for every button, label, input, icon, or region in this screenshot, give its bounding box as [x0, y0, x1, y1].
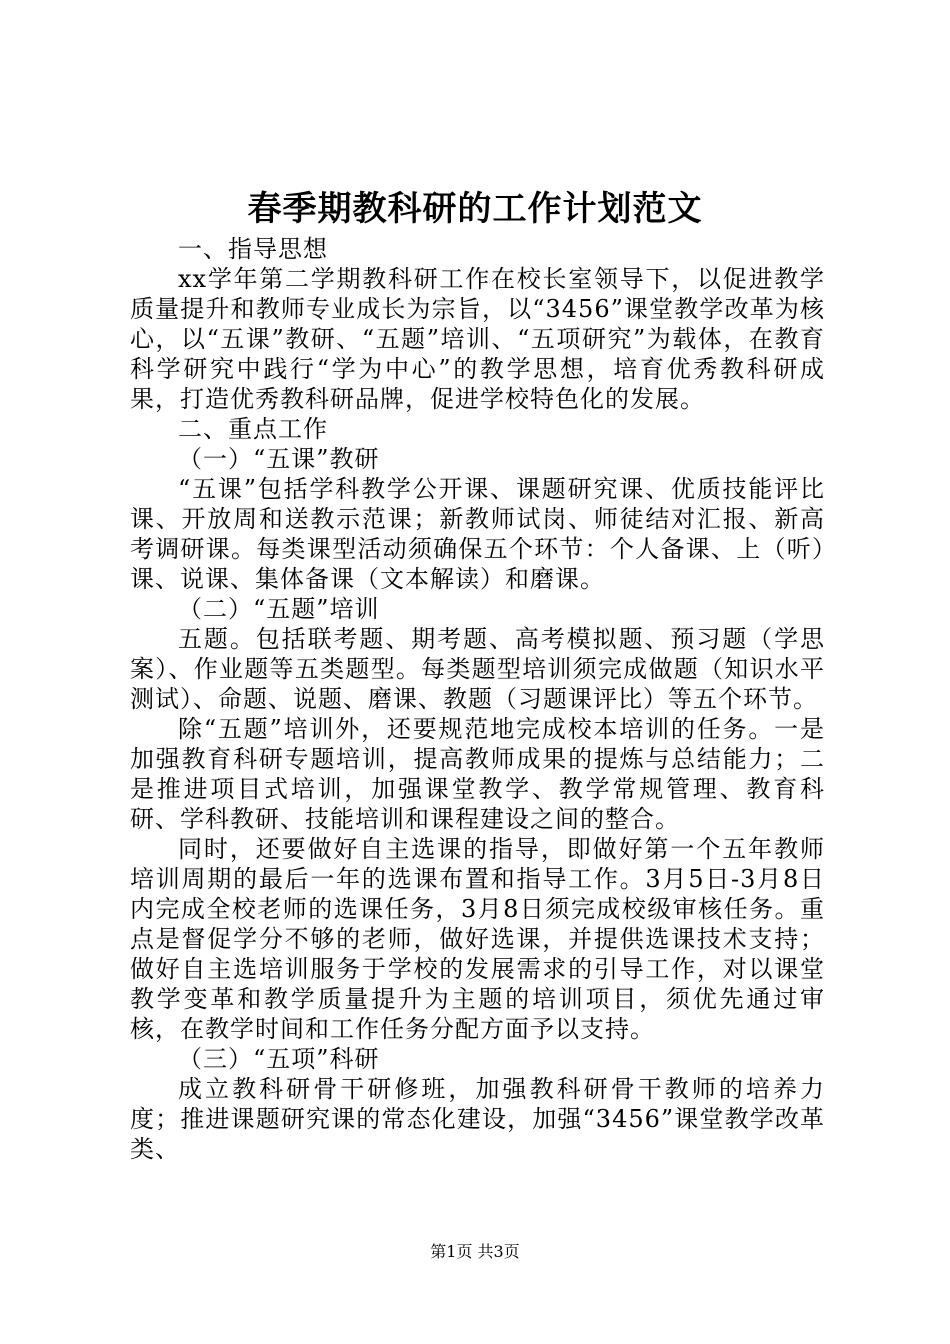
paragraph-five-lessons: “五课”包括学科教学公开课、课题研究课、优质技能评比课、开放周和送教示范课；新教师试岗、师徒结对汇报、新高考调研课。每类课型活动须确保五个环节：个人备课、上（听）课、说课、集体备课（文本解读）和磨课。 [130, 475, 825, 593]
subheading-five-lessons: （一）“五课”教研 [178, 445, 380, 473]
section-heading-guiding-thought: 一、指导思想 [178, 235, 328, 263]
subheading-five-questions: （二）“五题”培训 [178, 595, 380, 623]
page-footer: 第1页 共3页 [430, 1242, 520, 1261]
paragraph-five-research: 成立教科研骨干研修班，加强教科研骨干教师的培养力度；推进课题研究课的常态化建设，加强“3456”课堂教学改革类、 [130, 1075, 825, 1163]
paragraph-course-selection: 同时，还要做好自主选课的指导，即做好第一个五年教师培训周期的最后一年的选课布置和指导工作。3月5日-3月8日内完成全校老师的选课任务，3月8日须完成校级审核任务。重点是督促学分不够的老师，做好选课，并提供选课技术支持；做好自主选培训服务于学校的发展需求的引导工作，对以课堂教学变革和教学质量提升为主题的培训项目，须优先通过审核，在教学时间和工作任务分配方面予以支持。 [130, 835, 825, 1043]
section-heading-key-work: 二、重点工作 [178, 415, 328, 443]
paragraph-five-questions: 五题。包括联考题、期考题、高考模拟题、预习题（学思案）、作业题等五类题型。每类题型培训须完成做题（知识水平测试）、命题、说题、磨课、教题（习题课评比）等五个环节。 [130, 625, 825, 713]
paragraph-school-training: 除“五题”培训外，还要规范地完成校本培训的任务。一是加强教育科研专题培训，提高教师成果的提炼与总结能力；二是推进项目式培训，加强课堂教学、教学常规管理、教育科研、学科教研、技能培训和课程建设之间的整合。 [130, 715, 825, 833]
document-title: 春季期教科研的工作计划范文 [247, 189, 703, 229]
document-body [130, 234, 825, 1164]
paragraph-guiding-thought: xx学年第二学期教科研工作在校长室领导下，以促进教学质量提升和教师专业成长为宗旨，以“3456”课堂教学改革为核心，以“五课”教研、“五题”培训、“五项研究”为载体，在教育科学研究中践行“学为中心”的教学思想，培育优秀教科研成果，打造优秀教科研品牌，促进学校特色化的发展。 [130, 265, 825, 413]
subheading-five-research: （三）“五项”科研 [178, 1045, 380, 1073]
